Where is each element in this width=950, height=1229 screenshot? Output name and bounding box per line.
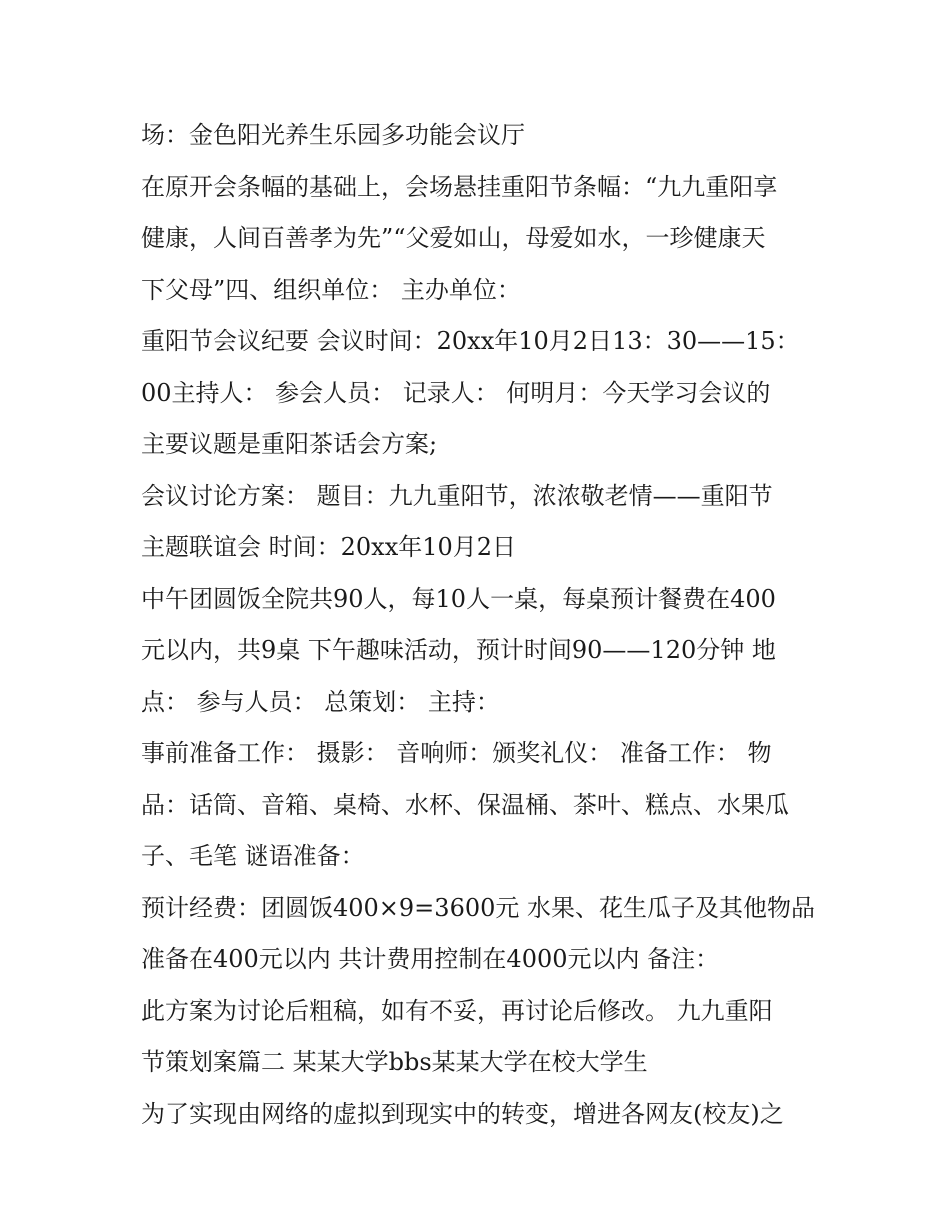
text-line-afternoon: 元以内，共9桌 下午趣味活动，预计时间90——120分钟 地 xyxy=(141,636,776,664)
text-line-topic: 主要议题是重阳茶话会方案; xyxy=(141,430,438,458)
text-line-venue: 场：金色阳光养生乐园多功能会议厅 xyxy=(141,121,525,149)
text-line-riddles: 子、毛笔 谜语准备： xyxy=(141,842,365,870)
text-line-purpose: 为了实现由网络的虚拟到现实中的转变，增进各网友(校友)之 xyxy=(141,1099,784,1128)
text-line-event-time: 主题联谊会 时间：20xx年10月2日 xyxy=(141,533,517,561)
text-line-part-two: 节策划案篇二 某某大学bbs某某大学在校大学生 xyxy=(141,1048,648,1076)
text-line-roles: 点： 参与人员： 总策划： 主持： xyxy=(141,687,500,716)
text-line-lunch: 中午团圆饭全院共90人，每10人一桌，每桌预计餐费在400 xyxy=(141,584,776,613)
document-body xyxy=(141,110,821,1140)
text-line-items: 品：话筒、音箱、桌椅、水杯、保温桶、茶叶、糕点、水果瓜 xyxy=(141,790,789,819)
text-line-budget: 预计经费：团圆饭400×9=3600元 水果、花生瓜子及其他物品 xyxy=(141,893,816,922)
text-line-preparation: 事前准备工作： 摄影： 音响师：颁奖礼仪： 准备工作： 物 xyxy=(141,739,772,767)
text-line-banner-2: 健康，人间百善孝为先”“父爱如山，母爱如水，一珍健康天 xyxy=(141,224,766,252)
text-line-attendees: 00主持人： 参会人员： 记录人： 何明月：今天学习会议的 xyxy=(141,378,771,407)
text-line-budget-total: 准备在400元以内 共计费用控制在4000元以内 备注： xyxy=(141,945,720,973)
text-line-organizer: 下父母”四、组织单位： 主办单位： xyxy=(141,275,521,304)
text-line-banner-1: 在原开会条幅的基础上，会场悬挂重阳节条幅：“九九重阳享 xyxy=(141,172,778,201)
text-line-meeting-minutes: 重阳节会议纪要 会议时间：20xx年10月2日13：30——15： xyxy=(141,327,800,355)
text-line-draft-note: 此方案为讨论后粗稿，如有不妥，再讨论后修改。 九九重阳 xyxy=(141,996,773,1025)
text-line-discussion: 会议讨论方案： 题目：九九重阳节，浓浓敬老情——重阳节 xyxy=(141,481,773,510)
